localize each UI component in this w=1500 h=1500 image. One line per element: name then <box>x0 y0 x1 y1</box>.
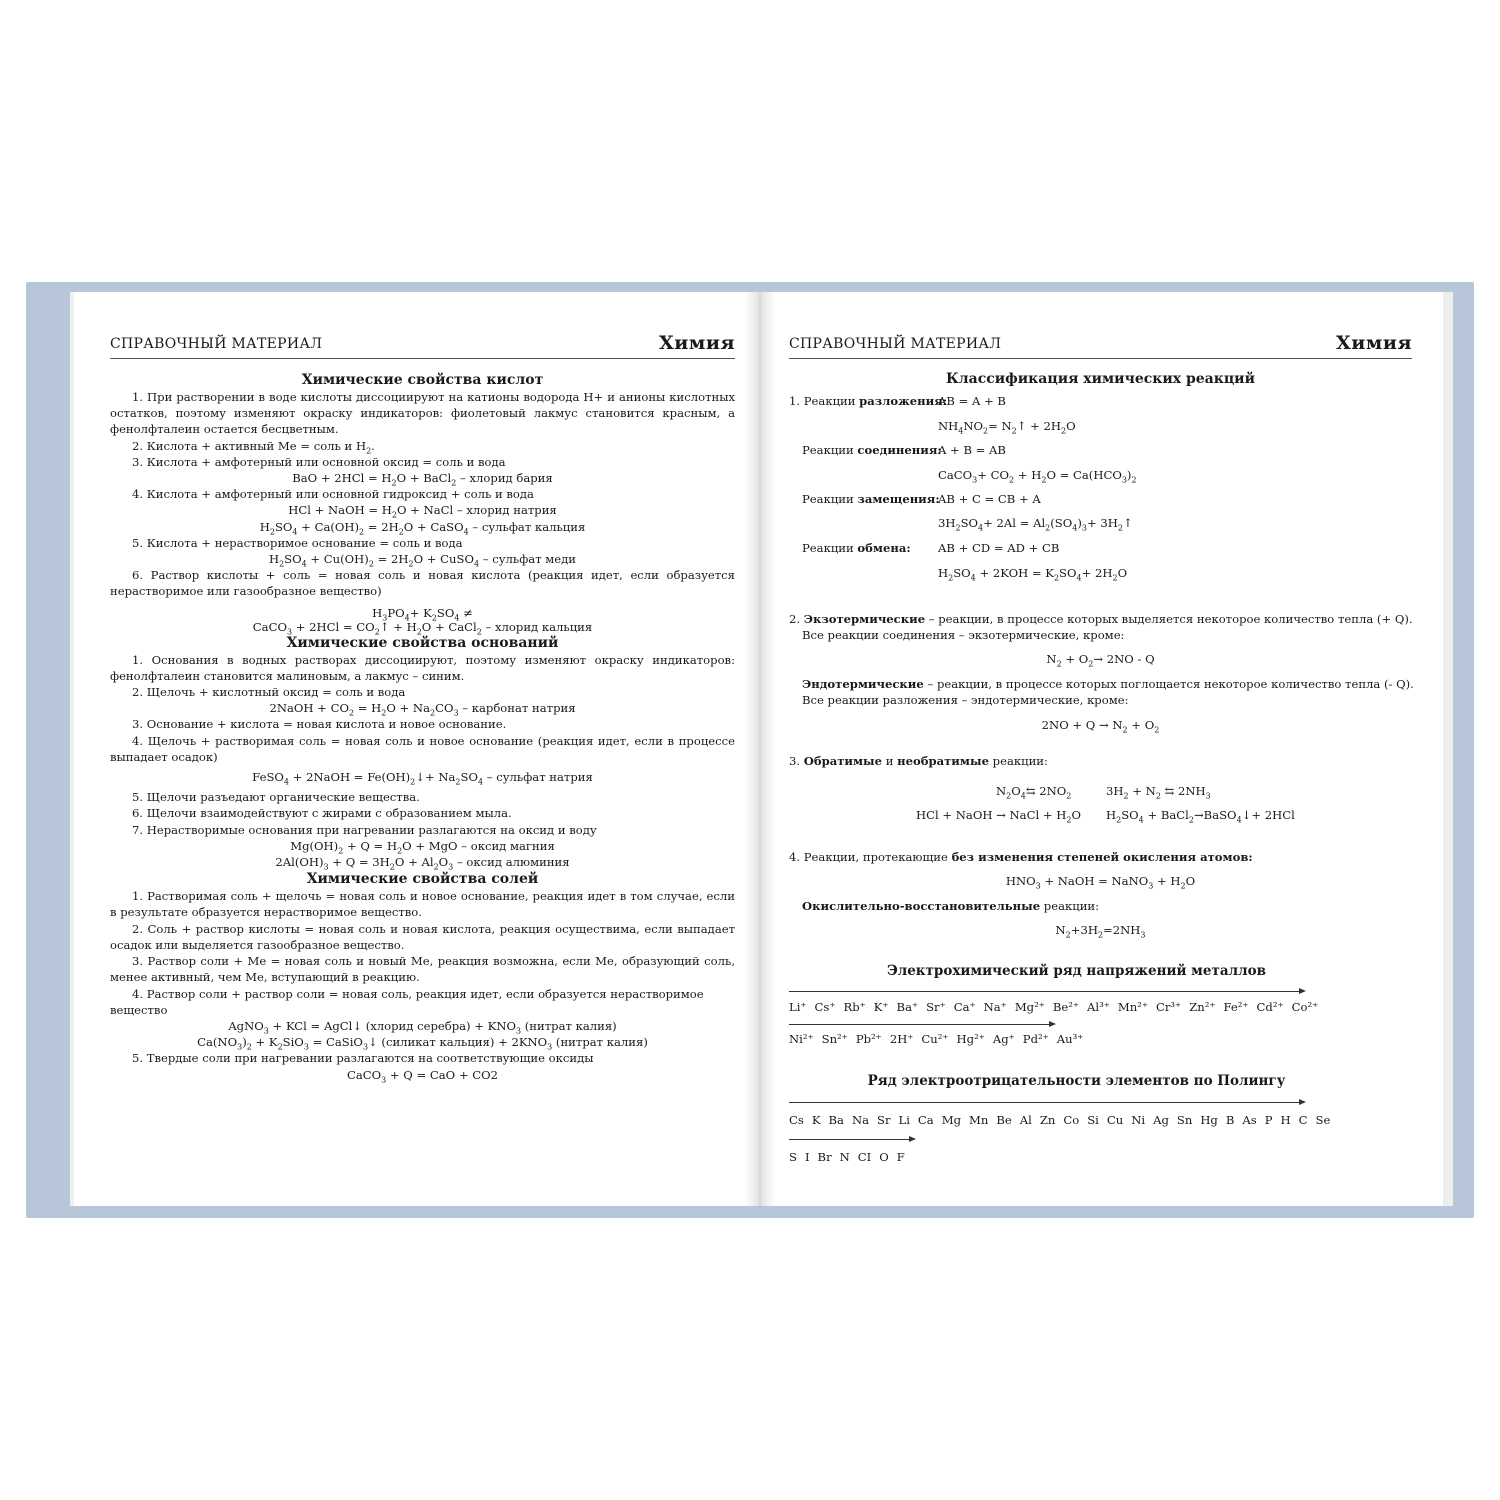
metal-ion: Rb⁺ <box>843 1000 866 1014</box>
pauling-series-arrow <box>789 1139 914 1140</box>
element-symbol: Sn <box>1176 1113 1193 1127</box>
element-symbol: Ba <box>828 1113 844 1127</box>
equation: CaCO$_3$ + $2HCl = CO_2↑ + H_2O$ + CaCl$_2$ – хлорид кальция <box>252 619 593 636</box>
equation: HCl + NaOH → NaCl + $H_2O$ <box>916 808 1081 825</box>
bases-item-1: 1. Основания в водных растворах диссоциируют, поэтому изменяют окраску индикаторов: фенолфталеин становится малиновым, а лакмус – синим. <box>110 652 735 683</box>
element-symbol: Ni <box>1131 1113 1146 1127</box>
acids-item-1: 1. При растворении в воде кислоты диссоциируют на катионы водорода H+ и анионы кислотных остатков, поэтому изменяют окраску индикаторов: фиолетовый лакмус становится красным, а фенолфталеин остается бесцветным. <box>110 390 735 437</box>
metal-ion: Mg²⁺ <box>1014 1000 1045 1014</box>
metal-ion: Pb²⁺ <box>855 1032 882 1046</box>
element-symbol: S <box>789 1150 797 1164</box>
equation: HCl + NaOH = $H_2O$ + NaCl – хлорид натрия <box>288 503 557 520</box>
pauling-series-row-2 <box>789 1150 913 1164</box>
bases-heading: Химические свойства оснований <box>286 634 559 651</box>
pauling-series-heading: Ряд электроотрицательности элементов по Полингу <box>867 1073 1286 1089</box>
metal-ion: Cr³⁺ <box>1156 1000 1182 1014</box>
element-symbol: Si <box>1087 1113 1099 1127</box>
equation: $2NO + Q \to N_2 + O_2$ <box>1041 718 1160 735</box>
equation: $3H_2 + N_2$ ⇆ $2NH_3$ <box>1106 784 1211 801</box>
bases-item-5: 5. Щелочи разъедают органические вещества. <box>132 790 420 805</box>
element-symbol: Br <box>817 1150 832 1164</box>
exchange-label: Реакции обмена: <box>802 541 911 555</box>
bases-item-7: 7. Нерастворимые основания при нагревании разлагаются на оксид и воду <box>132 822 597 837</box>
equation: CaCO$_3$+ $CO_2 + H_2O = Ca(HCO_3)_2$ <box>938 468 1137 485</box>
metal-ion: K⁺ <box>873 1000 889 1014</box>
substitution-label: Реакции замещения: <box>802 492 940 506</box>
metal-ion: Mn²⁺ <box>1117 1000 1148 1014</box>
element-symbol: Cs <box>789 1113 804 1127</box>
combination-general: A + B = AB <box>938 443 1006 457</box>
element-symbol: Be <box>996 1113 1012 1127</box>
element-symbol: Co <box>1063 1113 1080 1127</box>
element-symbol: N <box>839 1150 850 1164</box>
element-symbol: C <box>1298 1113 1308 1127</box>
metal-ion: Cd²⁺ <box>1256 1000 1284 1014</box>
metals-series-arrow <box>789 1024 1054 1025</box>
element-symbol: H <box>1280 1113 1291 1127</box>
combination-label: Реакции соединения: <box>802 443 942 457</box>
metal-ion: Ni²⁺ <box>789 1032 814 1046</box>
header-subject-title: Химия <box>659 332 735 354</box>
metals-series-arrow <box>789 991 1304 992</box>
equation: $H_2SO_4 + 2KOH = K_2SO_4+ 2H_2O$ <box>938 566 1128 583</box>
metal-ion: Ba⁺ <box>896 1000 919 1014</box>
element-symbol: Ca <box>917 1113 934 1127</box>
right-page <box>765 292 1453 1206</box>
element-symbol: Hg <box>1200 1113 1218 1127</box>
metal-ion: Pd²⁺ <box>1022 1032 1049 1046</box>
header-subject-title: Химия <box>1336 332 1412 354</box>
equation: FeSO$_4$ + 2NaOH = $Fe(OH)_2↓+ Na_2SO_4$ – сульфат натрия <box>252 770 593 787</box>
metals-series-row-1 <box>789 1000 1326 1014</box>
bases-item-4: 4. Щелочь + растворимая соль = новая соль и новое основание (реакция идет, если в процессе выпадает осадок) <box>110 733 735 764</box>
equation: $N_2O_4⇆$ $2NO_2$ <box>996 784 1072 801</box>
element-symbol: Se <box>1315 1113 1331 1127</box>
exothermic-definition: 2. Экзотермические – реакции, в процессе которых выделяется некоторое количество тепла (+ Q). <box>789 612 1413 626</box>
metal-ion: Na⁺ <box>983 1000 1007 1014</box>
element-symbol: K <box>811 1113 821 1127</box>
redox-heading: Окислительно-восстановительные реакции: <box>802 899 1100 913</box>
endothermic-definition: Эндотермические – реакции, в процессе которых поглощается некоторое количество тепла (- Q). <box>802 677 1414 691</box>
salts-item-1: 1. Растворимая соль + щелочь = новая соль и новое основание, реакция идет в том случае, если в результате образуется нерастворимое вещество. <box>110 889 735 920</box>
equation: $2Al(OH)_3 + Q = 3H_2O + Al_2O_3$ – оксид алюминия <box>275 855 570 872</box>
equation: $N_2 + O_2\to 2NO - Q$ <box>1046 652 1155 669</box>
metal-ion: Co²⁺ <box>1291 1000 1319 1014</box>
equation: $N_2+3H_2=2NH_3$ <box>1055 923 1146 940</box>
element-symbol: Na <box>851 1113 869 1127</box>
left-page-header <box>110 330 735 359</box>
element-symbol: Mg <box>941 1113 962 1127</box>
metal-ion: Ca⁺ <box>953 1000 976 1014</box>
equation: BaO + $2HCl = H_2O$ + BaCl$_2$ – хлорид бария <box>292 471 553 488</box>
acids-item-2: 2. Кислота + активный Ме = соль и $H_2$. <box>132 438 375 455</box>
element-symbol: Zn <box>1039 1113 1056 1127</box>
metal-ion: Hg²⁺ <box>956 1032 985 1046</box>
element-symbol: F <box>896 1150 905 1164</box>
equation: $3H_2SO_4+ 2Al = Al_2(SO_4)_3+$ $3H_2↑$ <box>938 516 1133 533</box>
substitution-general: AB + C = CB + A <box>938 492 1041 506</box>
salts-item-2: 2. Соль + раствор кислоты = новая соль и новая кислота, реакция осуществима, если выпадает осадок или выделяется газообразное вещество. <box>110 921 735 952</box>
right-page-header <box>789 330 1412 359</box>
metal-ion: 2H⁺ <box>889 1032 914 1046</box>
element-symbol: Cu <box>1106 1113 1124 1127</box>
header-section-label: СПРАВОЧНЫЙ МАТЕРИАЛ <box>110 336 323 352</box>
element-symbol: P <box>1264 1113 1273 1127</box>
metal-ion: Cu²⁺ <box>921 1032 949 1046</box>
decomposition-general: AB = A + B <box>938 394 1006 408</box>
salts-item-5: 5. Твердые соли при нагревании разлагаются на соответствующие оксиды <box>132 1051 594 1066</box>
element-symbol: Al <box>1019 1113 1032 1127</box>
element-symbol: I <box>804 1150 810 1164</box>
bases-item-2: 2. Щелочь + кислотный оксид = соль и вода <box>132 685 406 700</box>
metals-series-heading: Электрохимический ряд напряжений металлов <box>886 963 1267 979</box>
element-symbol: Ag <box>1153 1113 1169 1127</box>
endothermic-note: Все реакции разложения – эндотермические, кроме: <box>802 693 1129 707</box>
equation: $H_3PO_4+ K_2SO_4$ ≠ <box>372 605 473 622</box>
metals-series-row-2 <box>789 1032 1091 1046</box>
acids-item-6: 6. Раствор кислоты + соль = новая соль и новая кислота (реакция идет, если образуется нерастворимое или газообразное вещество) <box>110 568 735 599</box>
metal-ion: Cs⁺ <box>814 1000 836 1014</box>
classification-heading: Классификация химических реакций <box>946 371 1255 387</box>
metal-ion: Al³⁺ <box>1087 1000 1110 1014</box>
acids-item-3: 3. Кислота + амфотерный или основной оксид = соль и вода <box>132 454 506 469</box>
equation: $H_2SO_4$ + BaCl$_2$→BaSO$_4$↓+ 2HCl <box>1106 808 1295 825</box>
decomposition-label: 1. Реакции разложения: <box>789 394 948 408</box>
equation: CaCO$_3$ + Q = CaO + CO2 <box>346 1067 499 1084</box>
metal-ion: Sn²⁺ <box>821 1032 848 1046</box>
element-symbol: B <box>1225 1113 1235 1127</box>
acids-item-5: 5. Кислота + нерастворимое основание = соль и вода <box>132 535 463 550</box>
element-symbol: Mn <box>969 1113 989 1127</box>
element-symbol: Sr <box>877 1113 891 1127</box>
book-spine <box>745 292 775 1206</box>
pauling-series-arrow <box>789 1102 1304 1103</box>
equation: $Ca(NO_3)_2 + K_2SiO_3$ = CaSiO$_3$↓ (силикат кальция) + $2KNO_3$ (нитрат калия) <box>197 1035 648 1052</box>
equation: $H_2SO_4 + Ca(OH)_2 = 2H_2O$ + CaSO$_4$ – сульфат кальция <box>259 519 586 536</box>
equation: $HNO_3$ + NaOH = NaNO$_3$ + $H_2O$ <box>1005 874 1196 891</box>
element-symbol: CI <box>857 1150 872 1164</box>
metal-ion: Sr⁺ <box>926 1000 946 1014</box>
bases-item-6: 6. Щелочи взаимодействуют с жирами с образованием мыла. <box>132 806 512 821</box>
metal-ion: Ag⁺ <box>992 1032 1015 1046</box>
acids-heading: Химические свойства кислот <box>301 372 544 388</box>
pauling-series-row-1 <box>789 1113 1338 1127</box>
salts-item-3: 3. Раствор соли + Ме = новая соль и новый Ме, реакция возможна, если Ме, образующий соль, менее активный, чем Ме, вступающий в реакцию. <box>110 954 735 985</box>
metal-ion: Au³⁺ <box>1056 1032 1084 1046</box>
element-symbol: O <box>879 1150 889 1164</box>
equation: 2NaOH + $CO_2 = H_2O + Na_2CO_3$ – карбонат натрия <box>269 701 576 718</box>
element-symbol: As <box>1242 1113 1257 1127</box>
reversible-heading: 3. Обратимые и необратимые реакции: <box>789 754 1048 768</box>
metal-ion: Fe²⁺ <box>1223 1000 1249 1014</box>
no-oxidation-change-heading: 4. Реакции, протекающие без изменения степеней окисления атомов: <box>789 850 1253 864</box>
metal-ion: Zn²⁺ <box>1189 1000 1216 1014</box>
salts-item-4: 4. Раствор соли + раствор соли = новая соль, реакция идет, если образуется нерастворимое вещество <box>110 986 704 1017</box>
metal-ion: Be²⁺ <box>1052 1000 1080 1014</box>
left-page-content <box>110 371 735 1083</box>
equation: $H_2SO_4 + Cu(OH)_2 = 2H_2O$ + CuSO$_4$ – сульфат меди <box>268 552 577 569</box>
salts-heading: Химические свойства солей <box>306 871 539 888</box>
exchange-general: AB + CD = AD + CB <box>938 541 1060 555</box>
equation: $NH_4NO_2=$ $N_2↑ + 2H_2O$ <box>938 419 1076 436</box>
header-section-label: СПРАВОЧНЫЙ МАТЕРИАЛ <box>789 336 1002 352</box>
element-symbol: Li <box>898 1113 910 1127</box>
acids-item-4: 4. Кислота + амфотерный или основной гидроксид + соль и вода <box>132 487 534 502</box>
equation: AgNO$_3$ + KCl = AgCl↓ (хлорид серебра) + $KNO_3$ (нитрат калия) <box>228 1018 617 1036</box>
equation: $Mg(OH)_2 + Q = H_2O$ + MgO – оксид магния <box>290 838 555 856</box>
bases-item-3: 3. Основание + кислота = новая кислота и новое основание. <box>132 717 507 732</box>
exothermic-note: Все реакции соединения – экзотермические, кроме: <box>802 628 1125 642</box>
metal-ion: Li⁺ <box>789 1000 807 1014</box>
